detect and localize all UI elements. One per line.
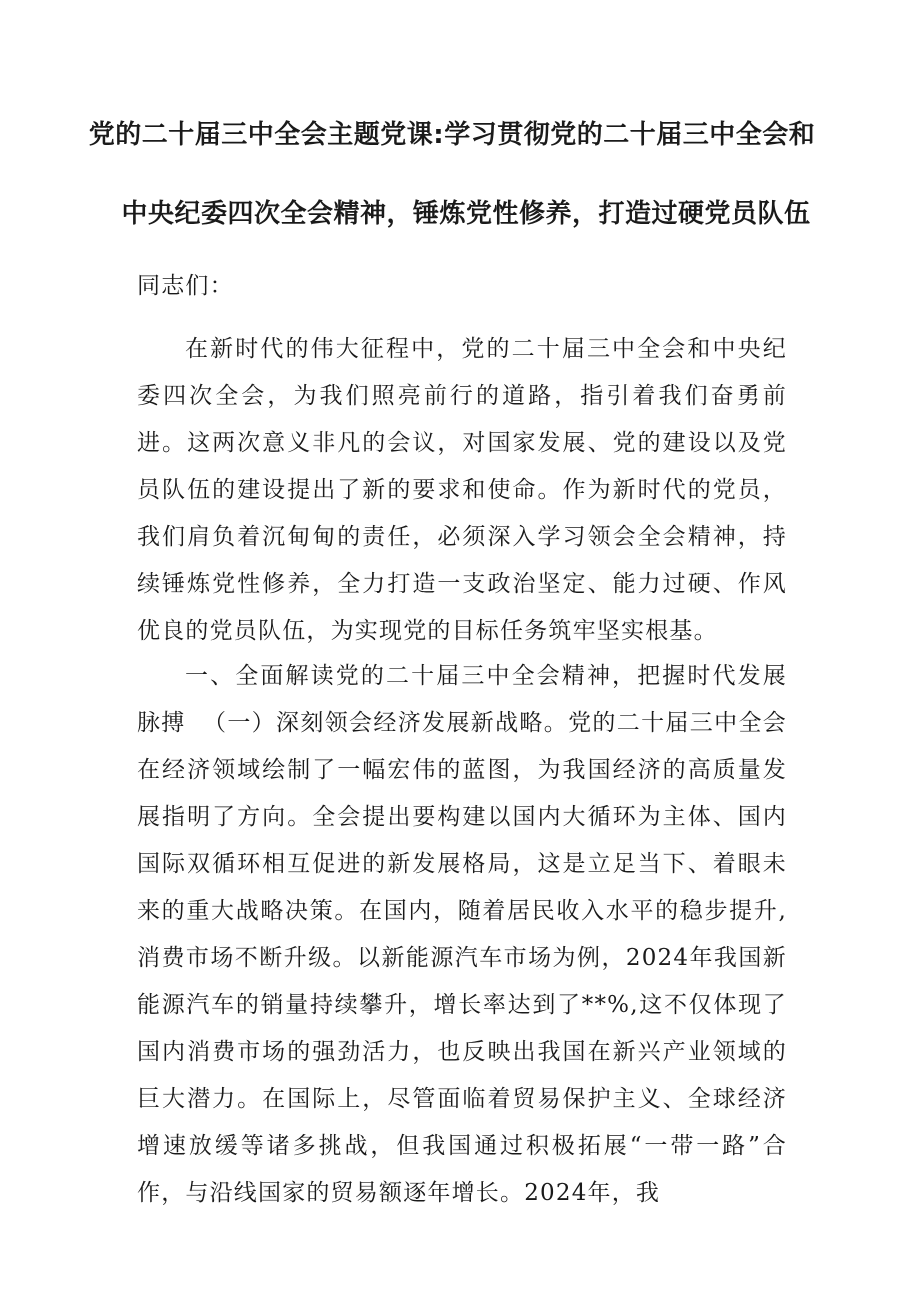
- paragraph-intro: 在新时代的伟大征程中，党的二十届三中全会和中央纪委四次全会，为我们照亮前行的道路，指引着我们奋勇前进。这两次意义非凡的会议，对国家发展、党的建设以及党员队伍的建设提出了新的要求和使命。作为新时代的党员，我们肩负着沉甸甸的责任，必须深入学习领会全会精神，持续锤炼党性修养，全力打造一支政治坚定、能力过硬、作风优良的党员队伍，为实现党的目标任务筑牢坚实根基。: [137, 336, 787, 644]
- greeting: 同志们：: [137, 273, 234, 299]
- paragraph-economic-strategy: （一）深刻领会经济发展新战略。党的二十届三中全会在经济领域绘制了一幅宏伟的蓝图，为我国经济的高质量发展指明了方向。全会提出要构建以国内大循环为主体、国内国际双循环相互促进的新发展格局，这是立足当下、着眼未来的重大战略决策。在国内，随着居民收入水平的稳步提升,消费市场不断升级。以新能源汽车市场为例，2024年我国新能源汽车的销量持续攀升，增长率达到了**%,这不仅体现了国内消费市场的强劲活力，也反映出我国在新兴产业领域的巨大潜力。在国际上，尽管面临着贸易保护主义、全球经济增速放缓等诸多挑战，但我国通过积极拓展“一带一路”合作，与沿线国家的贸易额逐年增长。2024年，我: [137, 710, 787, 1206]
- document-title-line-1: 党的二十届三中全会主题党课:学习贯彻党的二十届三中全会和: [88, 120, 816, 150]
- section-heading-1: 一、全面解读党的二十届三中全会精神，把握时代发展脉搏: [137, 663, 787, 736]
- document-title-line-2: 中央纪委四次全会精神，锤炼党性修养，打造过硬党员队伍: [121, 199, 811, 229]
